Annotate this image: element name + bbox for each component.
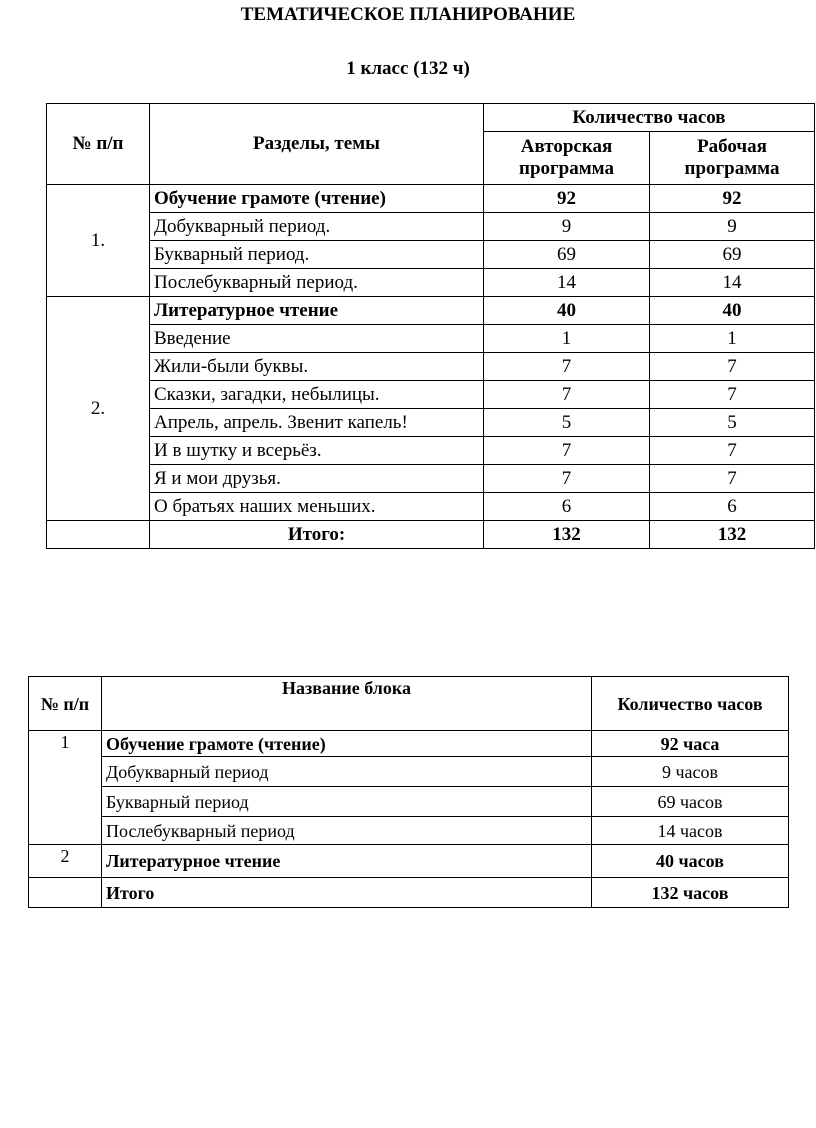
row-name: Сказки, загадки, небылицы. [150, 381, 484, 409]
block-hours: 9 часов [592, 757, 789, 787]
block-num: 1 [29, 731, 102, 845]
block-hours: 40 часов [592, 845, 789, 878]
row-author: 7 [484, 381, 650, 409]
row-name: Букварный период. [150, 241, 484, 269]
table-row [47, 493, 815, 521]
total-label: Итого: [150, 521, 484, 549]
row-name: Послебукварный период. [150, 269, 484, 297]
row-name: Я и мои друзья. [150, 465, 484, 493]
page-title: ТЕМАТИЧЕСКОЕ ПЛАНИРОВАНИЕ [240, 4, 576, 25]
row-name: Обучение грамоте (чтение) [150, 185, 484, 213]
row-work: 14 [650, 269, 815, 297]
row-name: Введение [150, 325, 484, 353]
table-row [29, 845, 789, 878]
row-author: 40 [484, 297, 650, 325]
row-author: 7 [484, 437, 650, 465]
page-subtitle: 1 класс (132 ч) [346, 58, 470, 79]
block-name: Литературное чтение [102, 845, 592, 878]
blocks-table [28, 676, 789, 908]
header-num: № п/п [29, 677, 102, 731]
row-author: 9 [484, 213, 650, 241]
row-work: 40 [650, 297, 815, 325]
total-author: 132 [484, 521, 650, 549]
table-row [29, 731, 789, 757]
row-name: О братьях наших меньших. [150, 493, 484, 521]
block-name: Итого [102, 878, 592, 908]
block-hours: 14 часов [592, 817, 789, 845]
row-author: 14 [484, 269, 650, 297]
block-name: Букварный период [102, 787, 592, 817]
total-row [29, 878, 789, 908]
block-name: Послебукварный период [102, 817, 592, 845]
table-row [47, 241, 815, 269]
block-num: 2 [29, 845, 102, 878]
table-row [29, 817, 789, 845]
table-row [47, 381, 815, 409]
row-work: 7 [650, 353, 815, 381]
header-author: Авторская программа [484, 132, 650, 185]
table-row [47, 325, 815, 353]
section-num: 2. [47, 297, 150, 521]
table-row [29, 757, 789, 787]
row-work: 7 [650, 381, 815, 409]
row-work: 1 [650, 325, 815, 353]
header-num: № п/п [47, 104, 150, 185]
table-row [47, 437, 815, 465]
row-name: Добукварный период. [150, 213, 484, 241]
row-name: И в шутку и всерьёз. [150, 437, 484, 465]
row-work: 7 [650, 465, 815, 493]
row-work: 6 [650, 493, 815, 521]
total-empty-cell [47, 521, 150, 549]
block-name: Обучение грамоте (чтение) [102, 731, 592, 757]
table-row [47, 185, 815, 213]
row-author: 1 [484, 325, 650, 353]
row-work: 9 [650, 213, 815, 241]
row-author: 6 [484, 493, 650, 521]
block-name: Добукварный период [102, 757, 592, 787]
row-name: Жили-были буквы. [150, 353, 484, 381]
header-hours: Количество часов [484, 104, 815, 132]
table-row [47, 409, 815, 437]
total-work: 132 [650, 521, 815, 549]
header-work: Рабочая программа [650, 132, 815, 185]
block-hours: 92 часа [592, 731, 789, 757]
row-name: Апрель, апрель. Звенит капель! [150, 409, 484, 437]
header-name: Название блока [102, 677, 592, 731]
header-hours: Количество часов [592, 677, 789, 731]
header-topics: Разделы, темы [150, 104, 484, 185]
row-author: 7 [484, 353, 650, 381]
total-row [47, 521, 815, 549]
table-row [47, 213, 815, 241]
table-row [47, 353, 815, 381]
row-work: 5 [650, 409, 815, 437]
row-author: 7 [484, 465, 650, 493]
row-work: 69 [650, 241, 815, 269]
table-row [47, 269, 815, 297]
block-hours: 69 часов [592, 787, 789, 817]
table-row [29, 787, 789, 817]
row-author: 69 [484, 241, 650, 269]
plan-table [46, 103, 815, 549]
block-num [29, 878, 102, 908]
table-row [47, 297, 815, 325]
block-hours: 132 часов [592, 878, 789, 908]
row-work: 92 [650, 185, 815, 213]
row-author: 92 [484, 185, 650, 213]
table-row [47, 465, 815, 493]
row-work: 7 [650, 437, 815, 465]
row-name: Литературное чтение [150, 297, 484, 325]
section-num: 1. [47, 185, 150, 297]
row-author: 5 [484, 409, 650, 437]
